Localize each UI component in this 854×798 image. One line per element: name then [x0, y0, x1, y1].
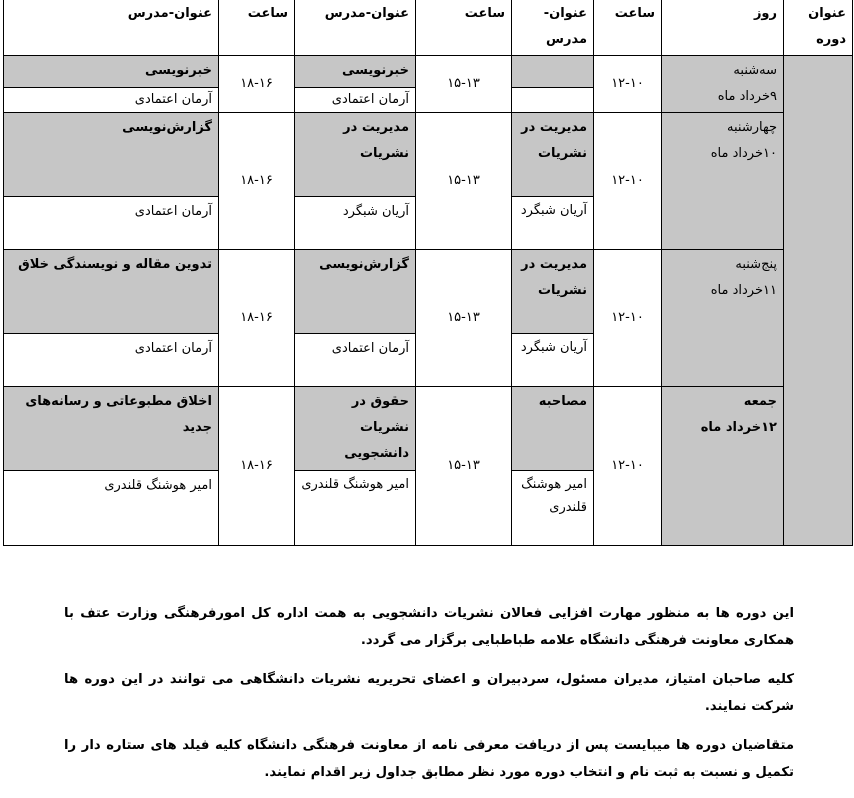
session-title: تدوین مقاله و نویسندگی خلاق: [4, 250, 219, 334]
header-title-teacher-3: عنوان-مدرس: [4, 0, 219, 56]
time-cell: ۱۸-۱۶: [219, 56, 295, 113]
day-cell: چهارشنبه ۱۰خرداد ماه: [662, 113, 784, 250]
description-paragraph: کلیه صاحبان امتیاز، مدیران مسئول، سردبیران و اعضای تحریریه نشریات دانشگاهی می توانند در این دوره ها شرکت نمایند.: [64, 672, 794, 714]
session-teacher: آرمان اعتمادی: [295, 87, 416, 112]
session-teacher: امیر هوشنگ قلندری: [295, 471, 416, 546]
description-paragraph: متقاضیان دوره ها میبایست پس از دریافت معرفی نامه از معاونت فرهنگی دانشگاه کلیه فیلد های ستاره دار را تکمیل و نسبت به ثبت نام و انتخاب دوره مورد نظر مطابق جداول زیر اقدام نمایند.: [64, 738, 794, 780]
session-title: مدیریت در نشریات: [295, 113, 416, 197]
header-course: عنوان دوره: [784, 0, 853, 56]
header-title-teacher-2: عنوان-مدرس: [295, 0, 416, 56]
time-cell: ۱۲-۱۰: [594, 56, 662, 113]
header-title-teacher-1: عنوان-مدرس: [512, 0, 594, 56]
session-teacher: امیر هوشنگ قلندری: [4, 471, 219, 546]
session-teacher: آرمان اعتمادی: [4, 334, 219, 387]
session-teacher: آرمان اعتمادی: [295, 334, 416, 387]
table-row: [4, 113, 853, 197]
session-title: گزارش‌نویسی: [295, 250, 416, 334]
session-title: گزارش‌نویسی: [4, 113, 219, 197]
header-time-1: ساعت: [594, 0, 662, 56]
session-title: خبرنویسی: [4, 56, 219, 88]
session-title: حقوق در نشریات دانشجویی: [295, 387, 416, 471]
description-text: [64, 600, 794, 798]
session-teacher: آریان شبگرد: [512, 334, 594, 387]
session-teacher: آریان شبگرد: [512, 197, 594, 250]
day-cell: پنج‌شنبه ۱۱خرداد ماه: [662, 250, 784, 387]
course-title-cell: [784, 56, 853, 546]
session-title: خبرنویسی: [295, 56, 416, 88]
time-cell: ۱۵-۱۳: [416, 250, 512, 387]
session-teacher: آریان شبگرد: [295, 197, 416, 250]
header-time-3: ساعت: [219, 0, 295, 56]
session-teacher: [512, 87, 594, 112]
time-cell: ۱۲-۱۰: [594, 113, 662, 250]
table-row: [4, 387, 853, 471]
session-title: مدیریت در نشریات: [512, 250, 594, 334]
time-cell: ۱۸-۱۶: [219, 250, 295, 387]
header-day: روز: [662, 0, 784, 56]
day-cell: سه‌شنبه ۹خرداد ماه: [662, 56, 784, 113]
time-cell: ۱۲-۱۰: [594, 250, 662, 387]
description-paragraph: این دوره ها به منظور مهارت افزایی فعالان نشریات دانشجویی به همت اداره کل امورفرهنگی وزارت عتف با همکاری معاونت فرهنگی دانشگاه علامه طباطبایی برگزار می گردد.: [64, 606, 794, 648]
session-title: [512, 56, 594, 88]
time-cell: ۱۲-۱۰: [594, 387, 662, 546]
time-cell: ۱۵-۱۳: [416, 387, 512, 546]
time-cell: ۱۵-۱۳: [416, 113, 512, 250]
table-row: [4, 56, 853, 88]
header-row: [4, 0, 853, 56]
time-cell: ۱۵-۱۳: [416, 56, 512, 113]
header-time-2: ساعت: [416, 0, 512, 56]
session-title: اخلاق مطبوعاتی و رسانه‌های جدید: [4, 387, 219, 471]
session-title: مصاحبه: [512, 387, 594, 471]
session-teacher: آرمان اعتمادی: [4, 87, 219, 112]
session-teacher: امیر هوشنگ قلندری: [512, 471, 594, 546]
day-cell: جمعه ۱۲خرداد ماه: [662, 387, 784, 546]
time-cell: ۱۸-۱۶: [219, 387, 295, 546]
session-title: مدیریت در نشریات: [512, 113, 594, 197]
schedule-table: [3, 0, 853, 546]
time-cell: ۱۸-۱۶: [219, 113, 295, 250]
session-teacher: آرمان اعتمادی: [4, 197, 219, 250]
table-row: [4, 250, 853, 334]
